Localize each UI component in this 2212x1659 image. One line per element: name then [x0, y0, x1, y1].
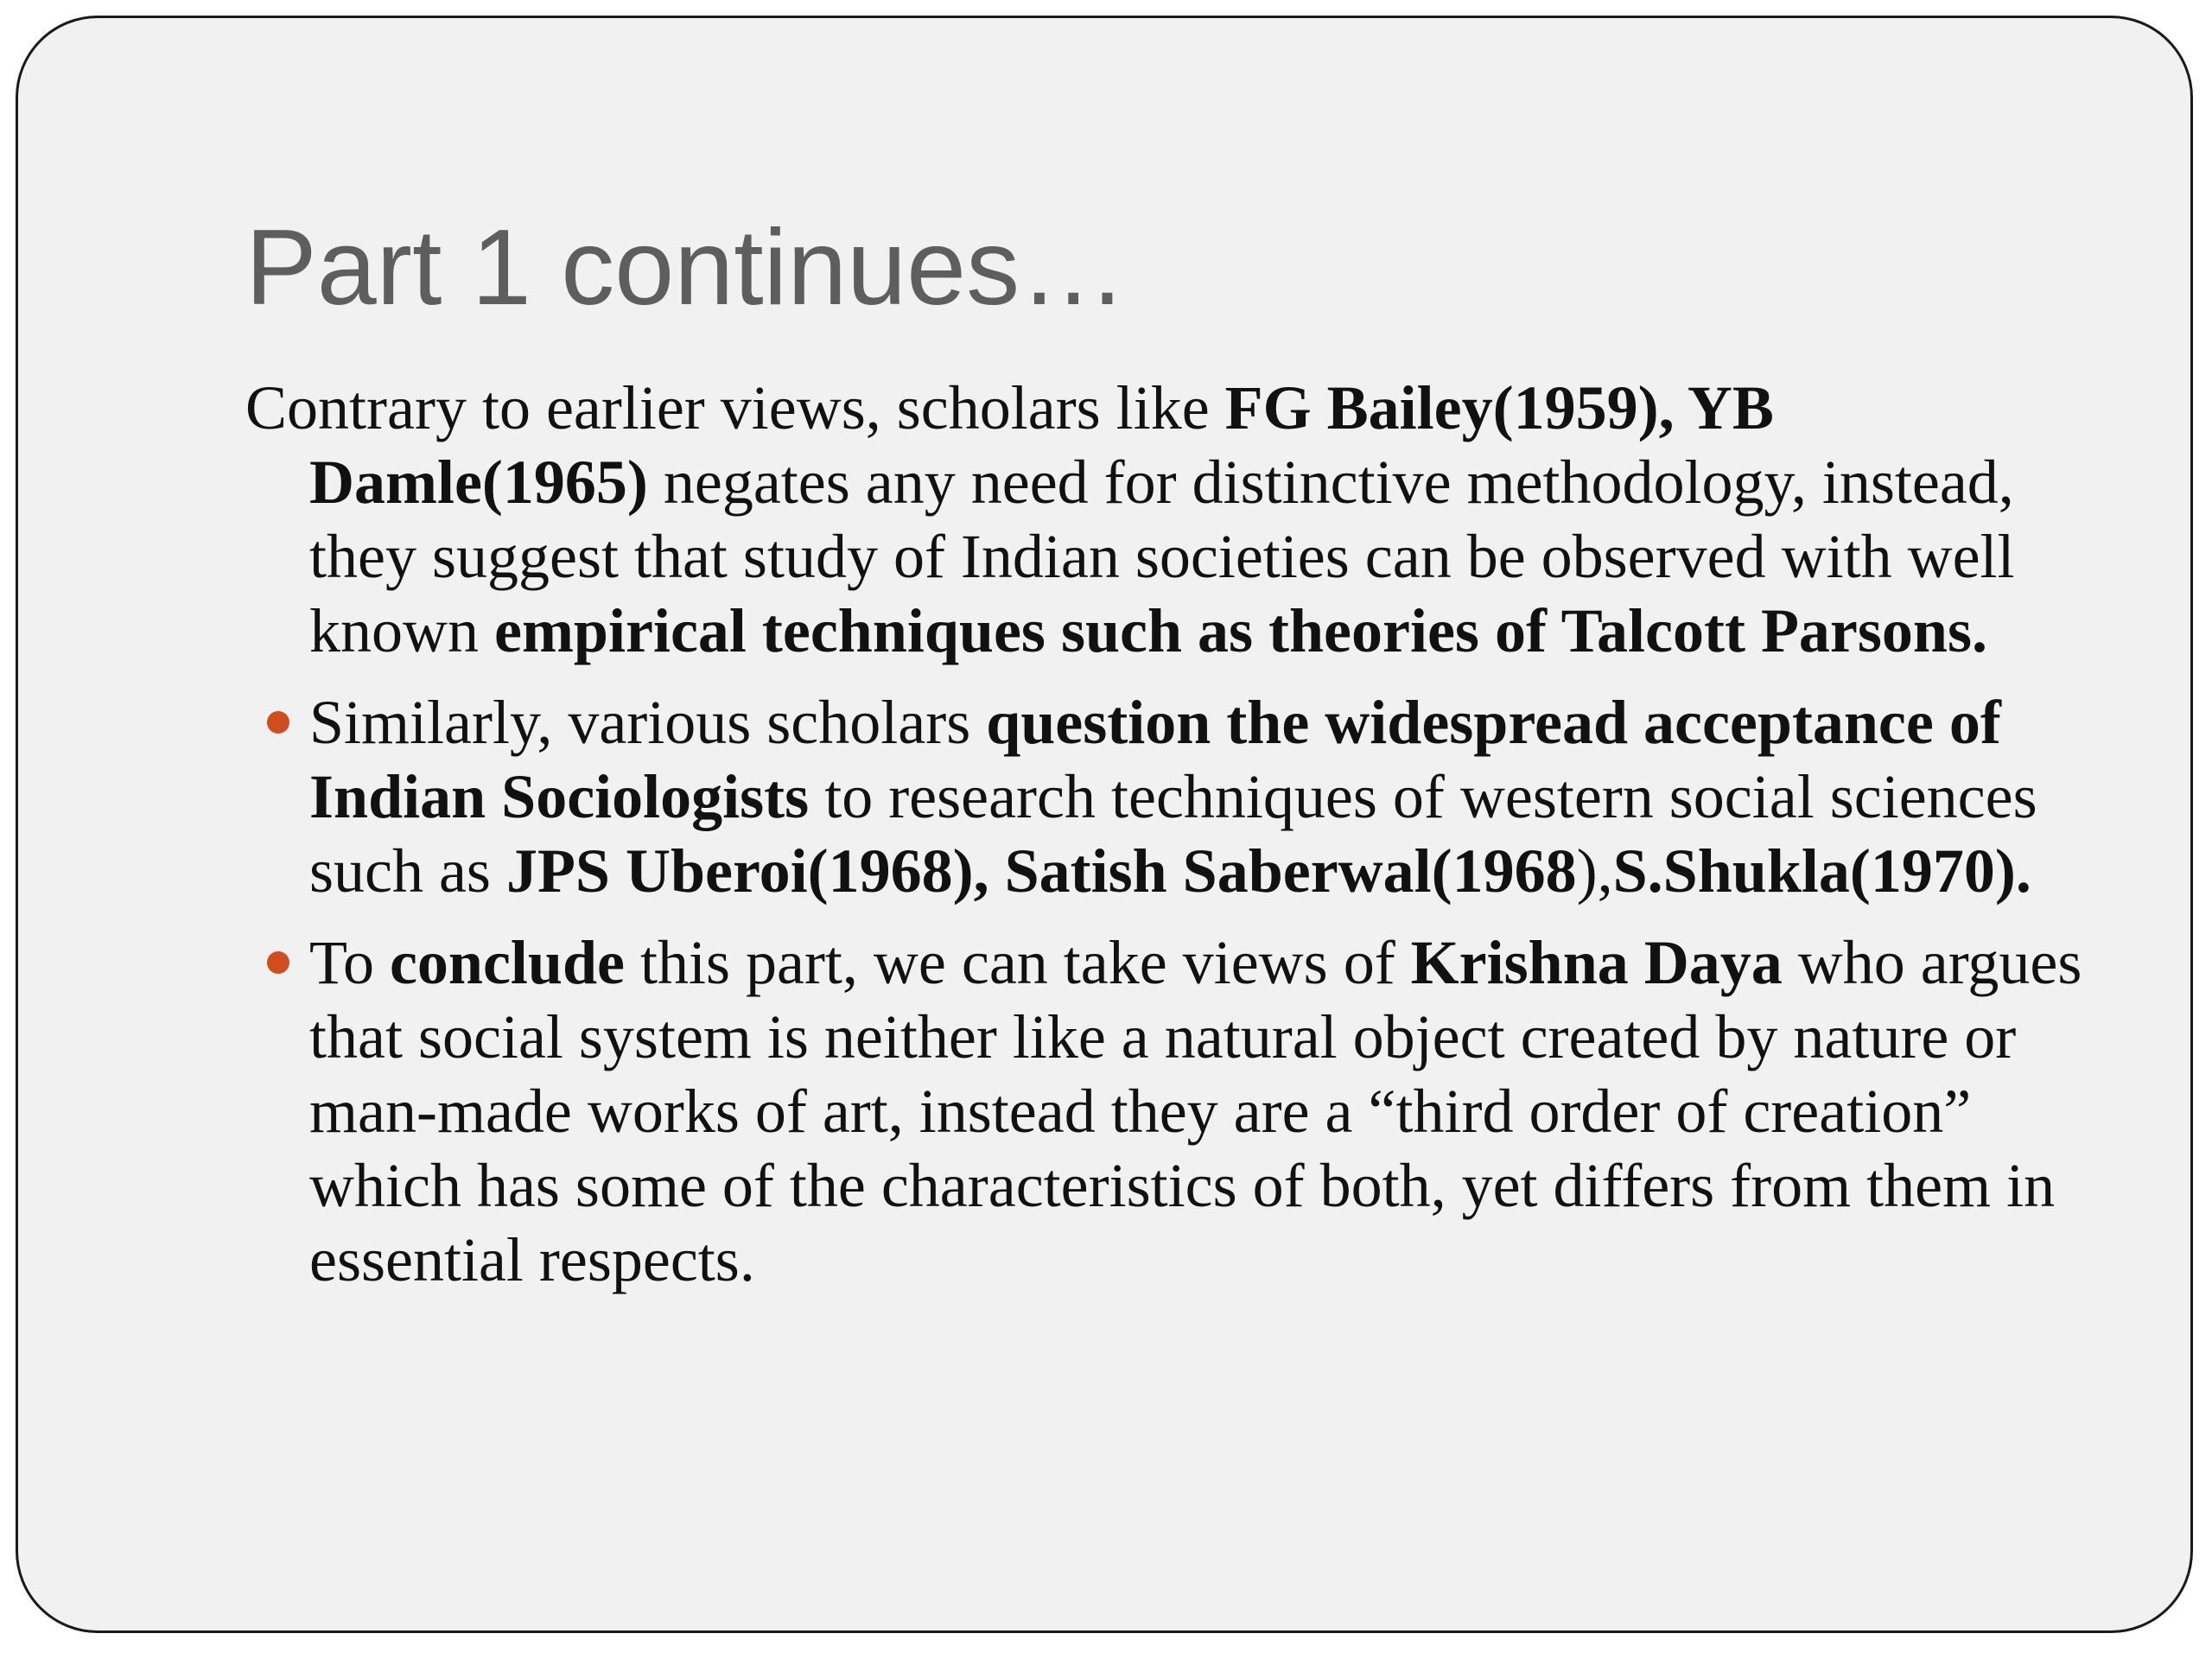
text-run: ),	[1576, 836, 1613, 906]
slide-title: Part 1 continues…	[245, 208, 1128, 327]
bullet-item	[245, 685, 2112, 908]
text-run: Contrary to earlier views, scholars like	[245, 373, 1225, 442]
text-run-bold: JPS Uberoi(1968), Satish Saberwal(1968	[505, 836, 1577, 906]
text-run-bold: S.Shukla(1970).	[1612, 836, 2031, 906]
text-run: negates any need for distinctive methodology, instead, they suggest that study of Indian societies can be observed with well known	[309, 448, 2015, 665]
text-run-bold: empirical techniques such as theories of Talcott Parsons.	[494, 596, 1987, 665]
text-run: Similarly, various scholars	[309, 688, 987, 757]
intro-paragraph	[245, 371, 2112, 668]
bullet-dot-icon	[267, 711, 289, 734]
text-run-bold: conclude	[389, 928, 625, 997]
text-run: To	[309, 928, 390, 997]
slide	[16, 16, 2193, 1633]
slide-body	[245, 371, 2112, 1314]
text-run-bold: question the widespread acceptance of Indian Sociologists	[309, 688, 2001, 831]
bullet-item	[245, 925, 2112, 1297]
bullet-dot-icon	[267, 951, 289, 974]
text-run-bold: Krishna Daya	[1410, 928, 1783, 997]
text-run: to research techniques of western social sciences such as	[309, 762, 2037, 906]
text-run-bold: FG Bailey(1959), YB Damle(1965)	[309, 373, 1774, 517]
text-run: this part, we can take views of	[624, 928, 1411, 997]
text-run: who argues that social system is neither like a natural object created by nature or man-made works of art, instead they are a “third order of creation” which has some of the characteristics of both, yet differs from them in essential respects.	[309, 928, 2082, 1294]
